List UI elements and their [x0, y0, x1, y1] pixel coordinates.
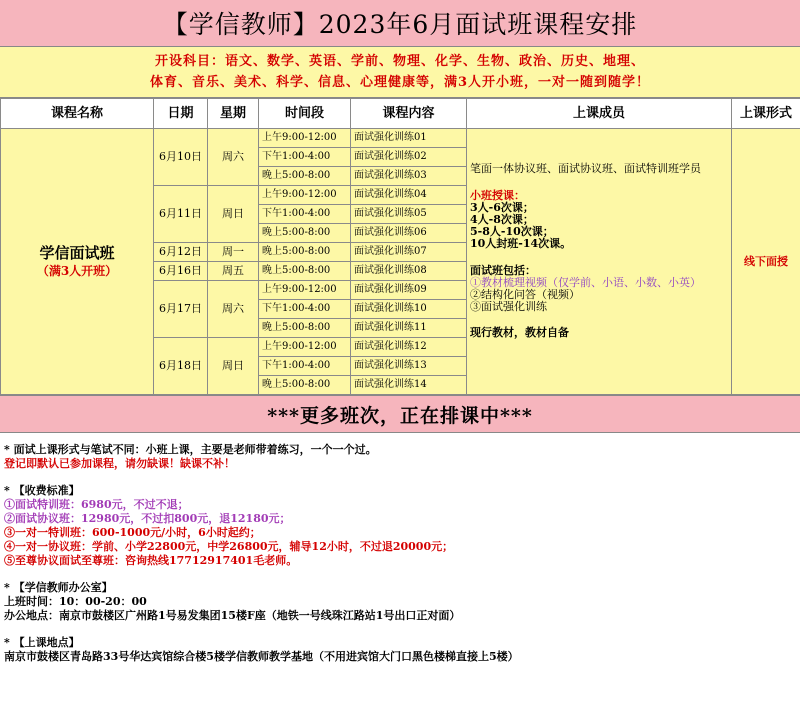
content-cell: 面试强化训练07 [351, 243, 467, 262]
time-cell: 上午9:00-12:00 [259, 338, 351, 357]
date-cell: 6月18日 [154, 338, 208, 395]
table-row [1, 129, 800, 148]
time-cell: 下午1:00-4:00 [259, 357, 351, 376]
content-cell: 面试强化训练05 [351, 205, 467, 224]
office-hours: 上班时间：10：00-20：00 [4, 595, 147, 608]
content-cell: 面试强化训练11 [351, 319, 467, 338]
content-cell: 面试强化训练12 [351, 338, 467, 357]
time-cell: 晚上5:00-8:00 [259, 167, 351, 186]
notes-section [0, 433, 800, 664]
small-class-item: 5-8人-10次课； [470, 225, 554, 238]
fee-title: * 【收费标准】 [4, 484, 80, 497]
fee-block [4, 484, 796, 568]
time-cell: 下午1:00-4:00 [259, 205, 351, 224]
date-cell: 6月11日 [154, 186, 208, 243]
week-cell: 周日 [208, 186, 259, 243]
time-cell: 晚上5:00-8:00 [259, 262, 351, 281]
small-class-item: 10人封班-14次课。 [470, 237, 572, 250]
date-cell: 6月16日 [154, 262, 208, 281]
time-cell: 上午9:00-12:00 [259, 281, 351, 300]
material-note: 现行教材，教材自备 [470, 326, 569, 339]
content-cell: 面试强化训练03 [351, 167, 467, 186]
week-cell: 周六 [208, 281, 259, 338]
table-header-row [1, 99, 800, 129]
more-classes-banner: ***更多班次，正在排课中*** [0, 395, 800, 433]
content-cell: 面试强化训练09 [351, 281, 467, 300]
class-location-address: 南京市鼓楼区青岛路33号华达宾馆综合楼5楼学信教师教学基地（不用进宾馆大门口黑色楼梯直接上5楼） [4, 650, 519, 663]
time-cell: 上午9:00-12:00 [259, 186, 351, 205]
content-cell: 面试强化训练08 [351, 262, 467, 281]
format-note-block [4, 443, 796, 471]
content-cell: 面试强化训练10 [351, 300, 467, 319]
includes-item: ②结构化问答（视频） [470, 288, 580, 301]
subjects-banner [0, 47, 800, 98]
time-cell: 下午1:00-4:00 [259, 300, 351, 319]
course-subtitle: （满3人开班） [36, 263, 118, 278]
time-cell: 下午1:00-4:00 [259, 148, 351, 167]
format-note: * 面试上课形式与笔试不同：小班上课，主要是老师带着练习，一个一个过。 [4, 443, 377, 456]
time-cell: 晚上5:00-8:00 [259, 224, 351, 243]
date-cell: 6月17日 [154, 281, 208, 338]
class-location-title: * 【上课地点】 [4, 636, 80, 649]
time-cell: 晚上5:00-8:00 [259, 319, 351, 338]
fee-item: ⑤至尊协议面试至尊班：咨询热线17712917401毛老师。 [4, 554, 298, 567]
time-cell: 上午9:00-12:00 [259, 129, 351, 148]
header-content: 课程内容 [351, 99, 467, 129]
includes-title: 面试班包括： [470, 264, 536, 277]
header-course-name: 课程名称 [1, 99, 154, 129]
office-address: 办公地点：南京市鼓楼区广州路1号易发集团15楼F座（地铁一号线珠江路站1号出口正对面） [4, 609, 461, 622]
content-cell: 面试强化训练13 [351, 357, 467, 376]
week-cell: 周五 [208, 262, 259, 281]
members-cell [467, 129, 732, 395]
small-class-item: 4人-8次课； [470, 213, 534, 226]
content-cell: 面试强化训练01 [351, 129, 467, 148]
includes-item: ①教材梳理视频（仅学前、小语、小数、小英） [470, 276, 701, 289]
small-class-item: 3人-6次课； [470, 201, 534, 214]
course-name: 学信面试班 [39, 243, 115, 262]
mode-cell: 线下面授 [732, 129, 800, 395]
fee-item: ②面试协议班：12980元，不过扣800元，退12180元； [4, 512, 291, 525]
header-date: 日期 [154, 99, 208, 129]
content-cell: 面试强化训练14 [351, 376, 467, 395]
time-cell: 晚上5:00-8:00 [259, 376, 351, 395]
subjects-line-1: 开设科目：语文、数学、英语、学前、物理、化学、生物、政治、历史、地理、 [154, 54, 645, 69]
absence-warning: 登记即默认已参加课程，请勿缺课！缺课不补！ [4, 457, 235, 470]
subjects-line-2: 体育、音乐、美术、科学、信息、心理健康等，满3人开小班，一对一随到随学！ [149, 75, 651, 90]
fee-item: ③一对一特训班：600-1000元/小时，6小时起约； [4, 526, 261, 539]
week-cell: 周一 [208, 243, 259, 262]
header-mode: 上课形式 [732, 99, 800, 129]
includes-item: ③面试强化训练 [470, 300, 547, 313]
fee-item: ④一对一协议班：学前、小学22800元，中学26800元，辅导12小时，不过退20000元； [4, 540, 454, 553]
week-cell: 周六 [208, 129, 259, 186]
header-week: 星期 [208, 99, 259, 129]
fee-item: ①面试特训班：6980元，不过不退； [4, 498, 189, 511]
header-time: 时间段 [259, 99, 351, 129]
content-cell: 面试强化训练04 [351, 186, 467, 205]
content-cell: 面试强化训练06 [351, 224, 467, 243]
schedule-table [0, 98, 800, 395]
course-name-cell [1, 129, 154, 395]
page-title: 【学信教师】2023年6月面试班课程安排 [0, 0, 800, 47]
date-cell: 6月12日 [154, 243, 208, 262]
office-block [4, 581, 796, 623]
content-cell: 面试强化训练02 [351, 148, 467, 167]
date-cell: 6月10日 [154, 129, 208, 186]
class-location-block [4, 636, 796, 664]
header-members: 上课成员 [467, 99, 732, 129]
time-cell: 晚上5:00-8:00 [259, 243, 351, 262]
week-cell: 周日 [208, 338, 259, 395]
office-title: * 【学信教师办公室】 [4, 581, 113, 594]
small-class-title: 小班授课： [470, 189, 525, 202]
members-intro: 笔面一体协议班、面试协议班、面试特训班学员 [470, 162, 701, 175]
